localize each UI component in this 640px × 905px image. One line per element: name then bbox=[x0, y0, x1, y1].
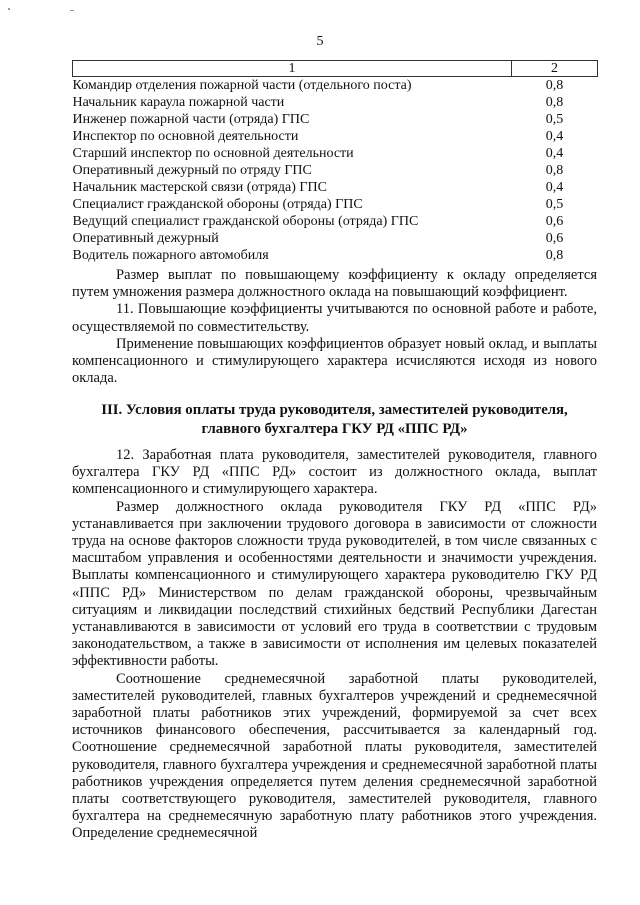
table-cell-coef: 0,4 bbox=[545, 129, 564, 144]
table-row bbox=[73, 128, 598, 145]
table-cell-position: Начальник мастерской связи (отряда) ГПС bbox=[72, 180, 327, 195]
table-header-position: 1 bbox=[73, 61, 512, 77]
table-cell-coef: 0,4 bbox=[545, 180, 564, 195]
table-cell-position: Специалист гражданской обороны (отряда) ГПС bbox=[72, 197, 363, 212]
table-cell-position: Оперативный дежурный по отряду ГПС bbox=[72, 163, 312, 178]
table-row bbox=[73, 196, 598, 213]
table-row bbox=[73, 213, 598, 230]
page-bottom-edge bbox=[0, 891, 640, 905]
table-row bbox=[73, 162, 598, 179]
scan-mark bbox=[70, 10, 74, 11]
table-cell-position: Инженер пожарной части (отряда) ГПС bbox=[72, 112, 310, 127]
table-cell-position: Водитель пожарного автомобиля bbox=[72, 248, 269, 263]
paragraph-salary-size: Размер должностного оклада руководителя ГКУ РД «ППС РД» устанавливается при заключении трудового договора в зависимости от сложности труда на основе факторов сложности труда руководителей, в том числе связанных с масштабом управления и особенностями деятельности и значимости учреждения. Выплаты компенсационного и стимулирующего характера руководителю ГКУ РД «ППС РД» Министерством по делам гражданской обороны, чрезвычайным ситуациям и ликвидации последствий стихийных бедствий Республики Дагестан устанавливаются в зависимости от условий его труда в соответствии с трудовым законодательством, а также в зависимости от исполнения им целевых показателей эффективности работы. bbox=[72, 498, 597, 670]
table-cell-coef: 0,5 bbox=[545, 112, 564, 127]
table-cell-coef: 0,5 bbox=[545, 197, 564, 212]
table-header-coef: 2 bbox=[512, 61, 598, 77]
table-row bbox=[73, 94, 598, 111]
body-text-section-2 bbox=[72, 447, 597, 843]
table-cell-coef: 0,8 bbox=[545, 248, 564, 263]
table-header-row bbox=[73, 61, 598, 77]
table-cell-coef: 0,8 bbox=[545, 163, 564, 178]
table-cell-position: Начальник караула пожарной части bbox=[72, 95, 285, 110]
table-cell-position: Старший инспектор по основной деятельности bbox=[72, 146, 354, 161]
paragraph-12: 12. Заработная плата руководителя, заместителей руководителя, главного бухгалтера ГКУ РД «ППС РД» состоит из должностного оклада, выплат компенсационного и стимулирующего характера. bbox=[72, 447, 597, 498]
table-row bbox=[73, 77, 598, 95]
paragraph-11: 11. Повышающие коэффициенты учитываются по основной работе и работе, осуществляемой по совместительству. bbox=[72, 301, 597, 335]
table-cell-position: Ведущий специалист гражданской обороны (отряда) ГПС bbox=[72, 214, 419, 229]
body-text-section-1 bbox=[72, 267, 597, 387]
table-row bbox=[73, 111, 598, 128]
table-cell-coef: 0,8 bbox=[545, 78, 564, 93]
table-cell-position: Командир отделения пожарной части (отдельного поста) bbox=[72, 78, 412, 93]
section-heading: III. Условия оплаты труда руководителя, заместителей руководителя, главного бухгалтера ГКУ РД «ППС РД» bbox=[101, 402, 568, 437]
table-cell-coef: 0,6 bbox=[545, 231, 564, 246]
table-cell-coef: 0,8 bbox=[545, 95, 564, 110]
table-cell-position: Оперативный дежурный bbox=[72, 231, 219, 246]
paragraph-salary-ratio: Соотношение среднемесячной заработной платы руководителей, заместителей руководителей, главных бухгалтеров учреждений и среднемесячной заработной платы работников этих учреждений, формируемой за счет всех источников финансового обеспечения, рассчитывается за календарный год. Соотношение среднемесячной заработной платы руководителя, заместителей руководителя, главного бухгалтера учреждения и среднемесячной заработной платы работников учреждения определяется путем деления среднемесячной заработной платы соответствующего руководителя, заместителей руководителя, главного бухгалтера на среднемесячную заработную плату работников этого учреждения. Определение среднемесячной bbox=[72, 670, 597, 842]
paragraph-new-salary: Применение повышающих коэффициентов образует новый оклад, и выплаты компенсационного и стимулирующего характера исчисляются исходя из нового оклада. bbox=[72, 335, 597, 387]
table-cell-coef: 0,6 bbox=[545, 214, 564, 229]
page-number: 5 bbox=[316, 34, 324, 49]
scan-speck bbox=[8, 8, 10, 10]
table-cell-position: Инспектор по основной деятельности bbox=[72, 129, 299, 144]
table-row bbox=[73, 230, 598, 247]
coefficient-table bbox=[72, 60, 598, 264]
table-row bbox=[73, 247, 598, 264]
table-row bbox=[73, 145, 598, 162]
table-cell-coef: 0,4 bbox=[545, 146, 564, 161]
table-row bbox=[73, 179, 598, 196]
paragraph-coefficient-calculation: Размер выплат по повышающему коэффициенту к окладу определяется путем умножения размера должностного оклада на повышающий коэффициент. bbox=[72, 267, 597, 301]
